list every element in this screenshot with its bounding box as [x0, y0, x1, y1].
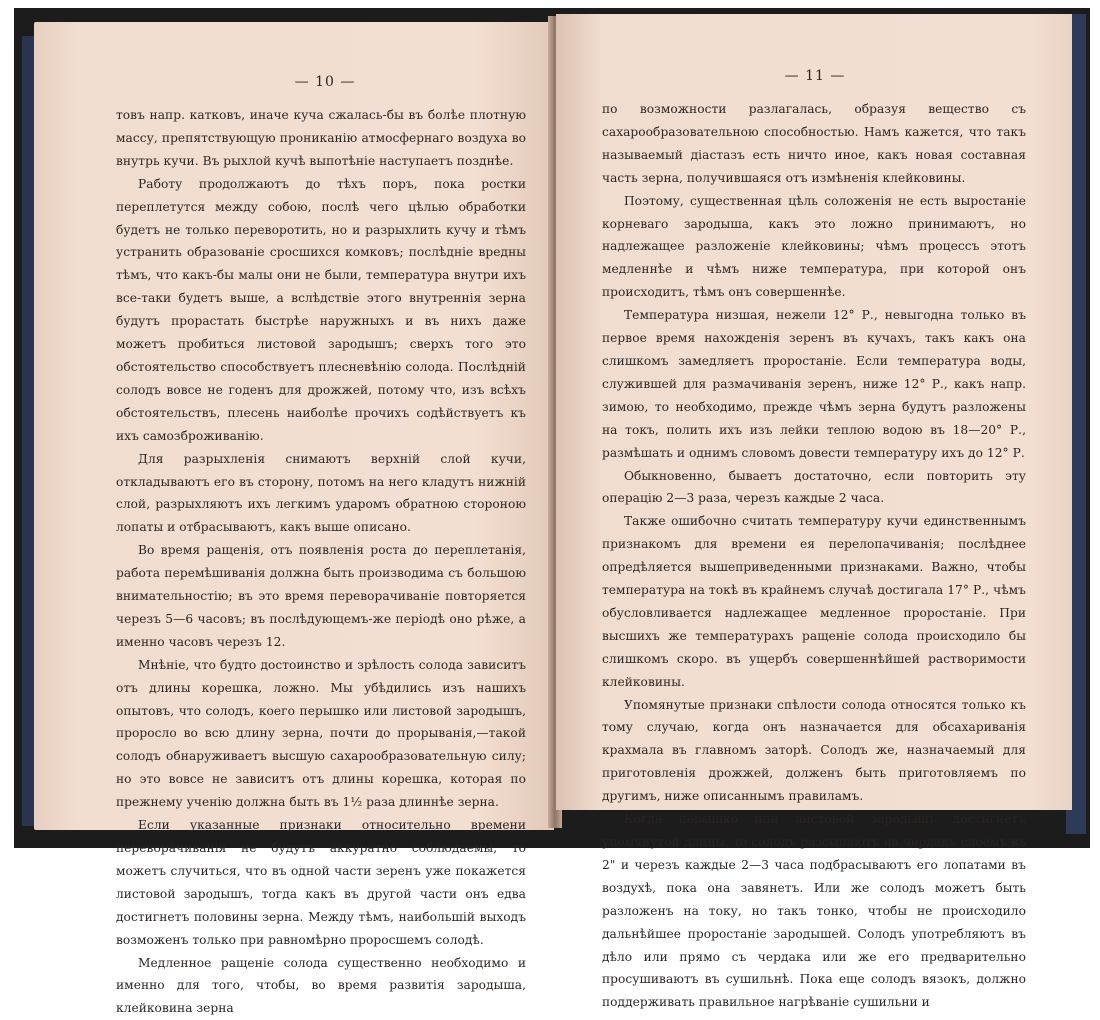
- paragraph: Если указанные признаки относительно времени переворачиванія не будутъ аккуратно соблюдаемы, то можетъ случиться, что въ одной части зеренъ уже покажется листовой зародышъ, тогда какъ въ другой части онъ едва достигнетъ половины зерна. Между тѣмъ, наибольшій выходъ возможенъ только при равномѣрно проросшемъ солодѣ.: [116, 818, 526, 947]
- paragraph: Обыкновенно, бываетъ достаточно, если повторить эту операцію 2—3 раза, черезъ каждые 2 часа.: [602, 468, 1026, 506]
- paragraph: Работу продолжаютъ до тѣхъ поръ, пока ростки переплетутся между собою, послѣ чего цѣлью обработки будетъ не только переворотить, но и разрыхлить кучу и тѣмъ устранить образованіе сросшихся комковъ; послѣдніе вредны тѣмъ, что какъ-бы малы они не были, температура внутри ихъ все-таки будетъ выше, а вслѣдствіе этого внутреннія зерна будутъ прорастать быстрѣе наружныхъ и въ нихъ даже можетъ пробиться листовой зародышъ; сверхъ того это обстоятельство способствуетъ плесневѣнію солода. Послѣдній солодъ вовсе не годенъ для дрожжей, потому что, изъ всѣхъ обстоятельствъ, плесень наиболѣе прочихъ содѣйствуетъ къ ихъ самозброживанію.: [116, 176, 526, 443]
- left-page: [34, 22, 554, 1016]
- paragraph: Медленное ращеніе солода существенно необходимо и именно для того, чтобы, во время развитія зародыша, клейковина зерна: [116, 955, 526, 1016]
- paragraph: Мнѣніе, что будто достоинство и зрѣлость солода зависитъ отъ длины корешка, ложно. Мы убѣдились изъ нашихъ опытовъ, что солодъ, коего перышко или листовой зародышъ, проросло во всю длину зерна, почти до прорыванія,—такой солодъ обнаруживаетъ высшую сахарообразовательную силу; но это вовсе не зависитъ отъ длины корешка, которая по прежнему ученію должна быть въ 1½ раза длиннѣе зерна.: [116, 657, 526, 810]
- left-page-number: — 10 —: [294, 74, 356, 90]
- paragraph: Также ошибочно считать температуру кучи единственнымъ признакомъ для времени ея перелопачиванія; послѣднее опредѣляется вышеприведенными признаками. Важно, чтобы температура на токѣ въ крайнемъ случаѣ достигала 17° Р., чѣмъ обусловливается надлежащее медленное проростаніе. При высшихъ же температурахъ ращеніе солода происходило бы слишкомъ скоро. въ ущербъ совершеннѣйшей растворимости клейковины.: [602, 514, 1026, 689]
- paragraph: Температура низшая, нежели 12° Р., невыгодна только въ первое время нахожденія зеренъ въ кучахъ, такъ какъ она слишкомъ замедляетъ проростаніе. Если температура воды, служившей для размачиванія зеренъ, ниже 12° Р., какъ напр. зимою, то необходимо, прежде чѣмъ зерна будутъ разложены на токъ, полить ихъ изъ лейки теплою водою въ 18—20° Р., размѣшать и однимъ словомъ довести температуру ихъ до 12° Р.: [602, 308, 1026, 460]
- paragraph: Упомянутые признаки спѣлости солода относятся только къ тому случаю, когда онъ назначается для обсахариванія крахмала въ главномъ заторѣ. Солодъ же, назначаемый для приготовленія дрожжей, долженъ быть приготовляемъ по другимъ, ниже описаннымъ правиламъ.: [602, 697, 1026, 804]
- right-page-number: — 11 —: [784, 68, 846, 84]
- right-page-text: [602, 98, 1026, 1014]
- paragraph: товъ напр. катковъ, иначе куча сжалась-бы въ болѣе плотную массу, препятствующую прониканію атмосфернаго воздуха во внутрь кучи. Въ рыхлой кучѣ выпотѣніе наступаетъ позднѣе.: [116, 108, 526, 168]
- paragraph: Во время ращенія, отъ появленія роста до переплетанія, работа перемѣшиванія должна быть производима съ большою внимательностію; въ это время переворачиваніе повторяется черезъ 5—6 часовъ; въ послѣдующемъ-же періодѣ оно рѣже, а именно часовъ черезъ 12.: [116, 543, 526, 649]
- paragraph: по возможности разлагалась, образуя вещество съ сахарообразовательною способностью. Намъ кажется, что такъ называемый діастазъ есть ничто иное, какъ новая составная часть зерна, получившаяся отъ измѣненія клейковины.: [602, 102, 1026, 185]
- paragraph: Когда перышко или листовой зародышъ достигнетъ упомянутой длины, то солодъ разсыпаютъ на чердакъ слоемъ въ 2" и черезъ каждые 2—3 часа подбрасываютъ его лопатами въ воздухѣ, пока она завянетъ. Или же солодъ можетъ быть разложенъ на току, но такъ тонко, чтобы не происходило дальнѣйшее проростаніе зародышей. Солодъ употребляютъ въ дѣло или прямо съ чердака или же его предварительно просушиваютъ въ сушильнѣ. Пока еще солодъ вязокъ, должно поддерживать правильное нагрѣваніе сушильни и: [602, 812, 1026, 1010]
- paragraph: Для разрыхленія снимаютъ верхній слой кучи, откладываютъ его въ сторону, потомъ на него кладутъ нижній слой, разрыхляютъ ихъ легкимъ ударомъ обратною стороною лопаты и отбрасываютъ, какъ выше описано.: [116, 451, 526, 535]
- left-page-text: [116, 104, 526, 1020]
- paragraph: Поэтому, существенная цѣль соложенія не есть выростаніе корневаго зародыша, какъ это ложно принимаютъ, но надлежащее разложеніе клейковины; чѣмъ процессъ этотъ медленнѣе и чѣмъ ниже температура, при которой онъ происходитъ, тѣмъ онъ совершеннѣе.: [602, 193, 1026, 300]
- right-page: [556, 14, 1072, 1010]
